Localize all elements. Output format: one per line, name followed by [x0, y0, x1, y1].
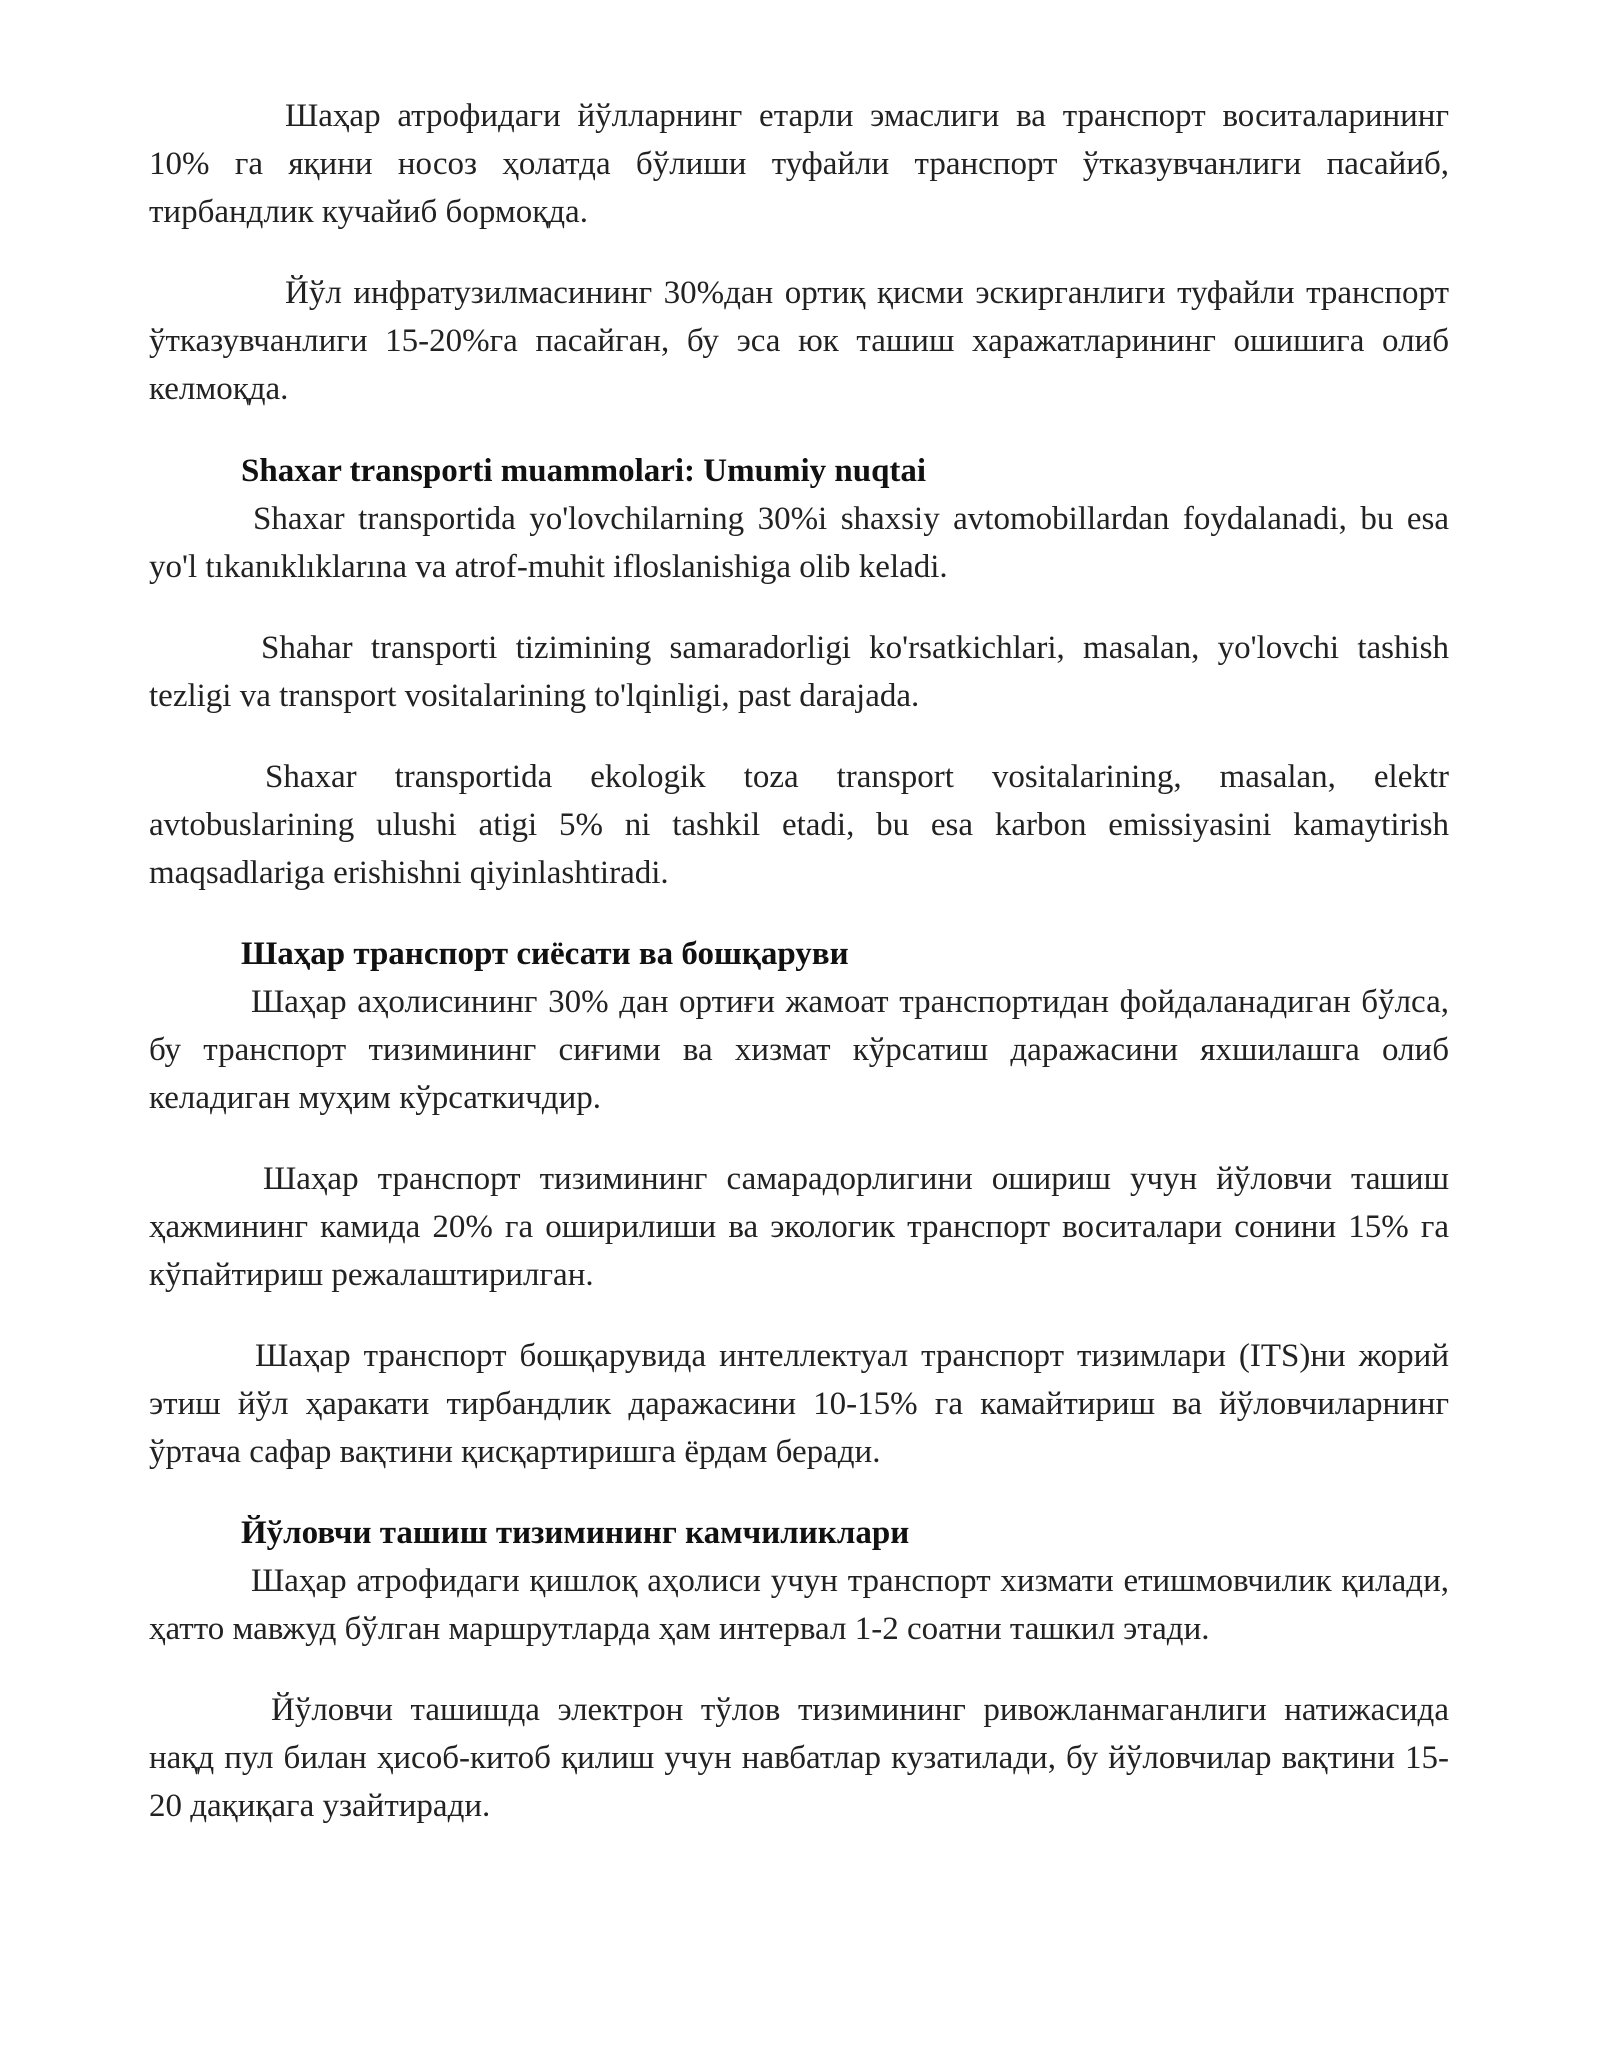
paragraph-efficiency-indicators: Shahar transporti tizimining samaradorligi ko'rsatkichlari, masalan, yo'lovchi tashish tezligi va transport vositalarining to'lqinligi, past darajada.: [149, 630, 1449, 714]
section-heading-transport-problems: Shaxar transporti muammolari: Umumiy nuqtai: [241, 453, 927, 489]
paragraph-suburban-roads: Шаҳар атрофидаги йўлларнинг етарли эмаслиги ва транспорт воситаларининг 10% га яқини носоз ҳолатда бўлиши туфайли транспорт ўтказувчанлиги пасайиб, тирбандлик кучайиб бормоқда.: [149, 98, 1449, 230]
document-body: [149, 92, 1449, 1830]
paragraph-its-management: Шаҳар транспорт бошқарувида интеллектуал транспорт тизимлари (ITS)ни жорий этиш йўл ҳаракати тирбандлик даражасини 10-15% га камайтириш ва йўловчиларнинг ўртача сафар вақтини қисқартиришга ёрдам беради.: [149, 1338, 1449, 1470]
paragraph-public-transport-usage: Шаҳар аҳолисининг 30% дан ортиғи жамоат транспортидан фойдаланадиган бўлса, бу транспорт тизимининг сиғими ва хизмат кўрсатиш даражасини яхшилашга олиб келадиган муҳим кўрсаткичдир.: [149, 984, 1449, 1116]
paragraph-efficiency-plan: Шаҳар транспорт тизимининг самарадорлигини ошириш учун йўловчи ташиш ҳажмининг камида 20% га оширилиши ва экологик транспорт воситалари сонини 15% га кўпайтириш режалаштирилган.: [149, 1161, 1449, 1293]
paragraph-road-infrastructure: Йўл инфратузилмасининг 30%дан ортиқ қисми эскирганлиги туфайли транспорт ўтказувчанлиги 15-20%га пасайган, бу эса юк ташиш харажатларининг ошишига олиб келмоқда.: [149, 275, 1449, 407]
section-heading-transport-policy: Шаҳар транспорт сиёсати ва бошқаруви: [241, 936, 849, 972]
section-heading-passenger-shortcomings: Йўловчи ташиш тизимининг камчиликлари: [241, 1515, 910, 1551]
paragraph-rural-service: Шаҳар атрофидаги қишлоқ аҳолиси учун транспорт хизмати етишмовчилик қилади, ҳатто мавжуд бўлган маршрутларда ҳам интервал 1-2 соатни ташкил этади.: [149, 1563, 1449, 1647]
paragraph-electronic-payment: Йўловчи ташишда электрон тўлов тизимининг ривожланмаганлиги натижасида нақд пул билан ҳисоб-китоб қилиш учун навбатлар кузатилади, бу йўловчилар вақтини 15-20 дақиқага узайтиради.: [149, 1692, 1449, 1824]
paragraph-private-cars: Shaxar transportida yo'lovchilarning 30%i shaxsiy avtomobillardan foydalanadi, bu esa yo'l tıkanıklıklarına va atrof-muhit ifloslanishiga olib keladi.: [149, 501, 1449, 585]
paragraph-eco-transport: Shaxar transportida ekologik toza transport vositalarining, masalan, elektr avtobuslarining ulushi atigi 5% ni tashkil etadi, bu esa karbon emissiyasini kamaytirish maqsadlariga erishishni qiyinlashtiradi.: [149, 759, 1449, 891]
